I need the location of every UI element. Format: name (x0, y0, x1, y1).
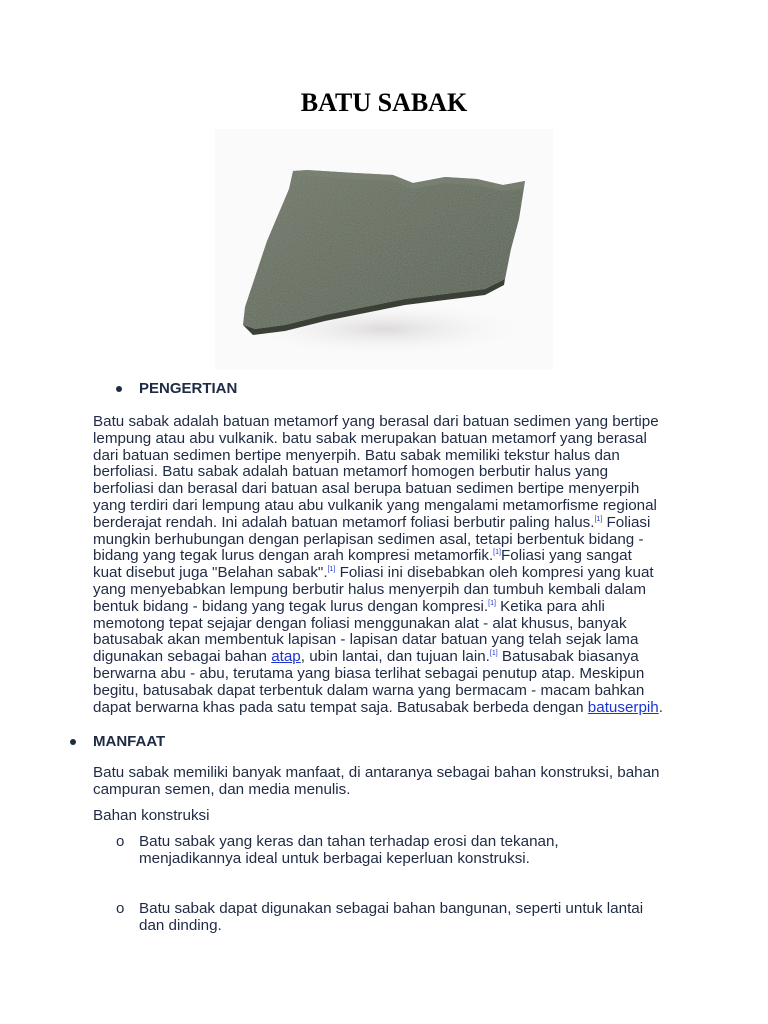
citation-link[interactable]: [1] (327, 566, 336, 574)
paragraph-text: dari batuan sedimen bertipe menyerpih. Batu sabak memiliki tekstur halus dan (93, 446, 620, 464)
paragraph-text: yang terdiri dari lempung atau abu vulkanik yang mengalami metamorfisme regional (93, 496, 657, 514)
sub-bullet-marker: o (116, 900, 125, 917)
manfaat-intro-line: Batu sabak memiliki banyak manfaat, di antaranya sebagai bahan konstruksi, bahan (93, 764, 660, 781)
paragraph-text: Batu sabak adalah batuan metamorf yang berasal dari batuan sedimen yang bertipe (93, 413, 659, 430)
pengertian-paragraph (93, 414, 678, 716)
paragraph-text: bentuk bidang - bidang yang tegak lurus dengan kompresi. (93, 597, 489, 615)
citation-link[interactable]: [1] (489, 650, 498, 658)
sub-bullet-marker: o (116, 833, 125, 850)
page-title: BATU SABAK (300, 88, 468, 117)
paragraph-text: lempung atau abu vulkanik. batu sabak merupakan batuan metamorf yang berasal (93, 429, 647, 447)
paragraph-text: berwarna abu - abu, terutama yang biasa terlihat sebagai penutup atap. Meskipun (93, 664, 645, 682)
pengertian-line (93, 431, 678, 448)
paragraph-text: Batusabak biasanya (497, 648, 639, 666)
pengertian-line (93, 515, 678, 532)
paragraph-text: begitu, batusabak dapat terbentuk dalam warna yang bermacam - macam bahkan (93, 681, 645, 699)
citation-link[interactable]: [1] (594, 515, 603, 523)
paragraph-text: digunakan sebagai bahan (93, 648, 272, 666)
paragraph-text: kuat disebut juga "Belahan sabak". (93, 564, 328, 582)
manfaat-item-line: Batu sabak dapat digunakan sebagai bahan bangunan, seperti untuk lantai (139, 900, 644, 917)
citation-link[interactable]: [1] (493, 549, 501, 557)
paragraph-text: batusabak akan membentuk lapisan - lapisan datar batuan yang telah sejak lama (93, 631, 639, 649)
pengertian-line (93, 481, 678, 498)
pengertian-line (93, 683, 678, 700)
pengertian-line (93, 616, 678, 633)
paragraph-text: berderajat rendah. Ini adalah batuan metamorf foliasi berbutir paling halus. (93, 513, 595, 531)
paragraph-text: Ketika para ahli (495, 597, 605, 615)
paragraph-text: mungkin berhubungan dengan perlapisan sedimen asal, tetapi berbentuk bidang - (93, 530, 644, 548)
paragraph-text: berfoliasi dan berasal dari batuan asal berupa batuan sedimen bertipe menyerpih (93, 480, 640, 498)
pengertian-line (93, 498, 678, 515)
bullet-dot (116, 386, 122, 392)
pengertian-line (93, 700, 678, 717)
section-heading-pengertian: PENGERTIAN (139, 380, 238, 397)
citation-link[interactable]: [1] (488, 599, 496, 607)
paragraph-text: Foliasi (602, 513, 651, 531)
manfaat-item (139, 833, 679, 867)
pengertian-line (93, 649, 678, 666)
manfaat-item-line: dan dinding. (139, 917, 222, 934)
pengertian-line (93, 548, 678, 565)
manfaat-item (139, 900, 679, 934)
manfaat-item-line: menjadikannya ideal untuk berbagai keperluan konstruksi. (139, 850, 530, 867)
paragraph-text: memotong tepat sejajar dengan foliasi menggunakan alat - alat khusus, banyak (93, 614, 627, 632)
paragraph-text: , ubin lantai, dan tujuan lain. (300, 648, 490, 666)
subheading-bahan-konstruksi: Bahan konstruksi (93, 807, 210, 824)
pengertian-line (93, 599, 678, 616)
pengertian-line (93, 582, 678, 599)
pengertian-line (93, 414, 678, 431)
link-atap[interactable]: atap (271, 648, 301, 666)
pengertian-line (93, 666, 678, 683)
pengertian-line (93, 448, 678, 465)
paragraph-text: yang menyebabkan lempung berbutir halus menyerpih dan tumbuh kembali dalam (93, 580, 646, 598)
paragraph-text: berfoliasi. Batu sabak adalah batuan metamorf homogen berbutir halus yang (93, 463, 609, 481)
slate-rock-icon (215, 129, 553, 370)
manfaat-item-line: Batu sabak yang keras dan tahan terhadap erosi dan tekanan, (139, 833, 559, 850)
paragraph-text: bidang yang tegak lurus dengan arah kompresi metamorfik. (93, 547, 494, 565)
manfaat-intro-line: campuran semen, dan media menulis. (93, 780, 351, 798)
pengertian-line (93, 632, 678, 649)
slate-rock-photo (215, 129, 553, 370)
paragraph-text: Foliasi yang sangat (500, 547, 632, 565)
section-heading-manfaat: MANFAAT (93, 733, 166, 750)
manfaat-intro (93, 765, 678, 799)
link-batuserpih[interactable]: batuserpih (587, 698, 659, 716)
pengertian-line (93, 565, 678, 582)
paragraph-text: Foliasi ini disebabkan oleh kompresi yang kuat (335, 564, 654, 582)
bullet-dot (70, 739, 76, 745)
pengertian-line (93, 464, 678, 481)
paragraph-text: . (658, 698, 663, 716)
pengertian-line (93, 532, 678, 549)
paragraph-text: dapat berwarna khas pada satu tempat saja. Batusabak berbeda dengan (93, 698, 588, 716)
